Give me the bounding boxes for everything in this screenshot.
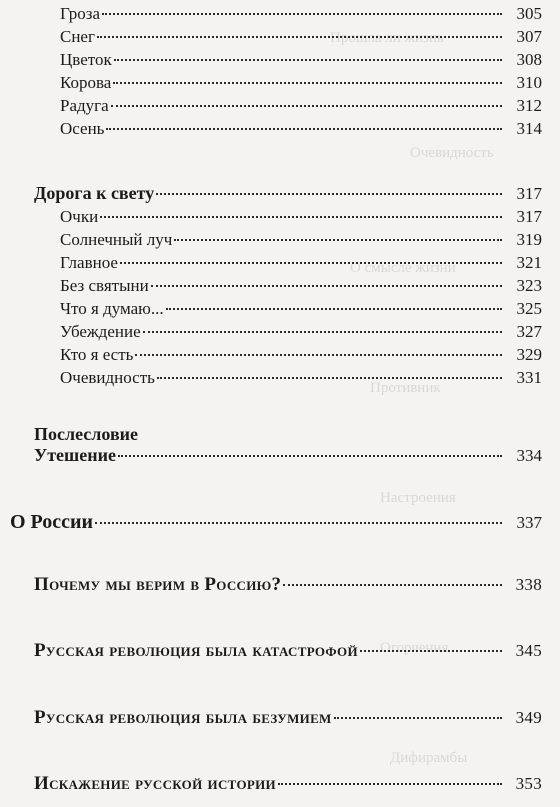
dot-leader [143,331,502,333]
toc-chapter-entry[interactable] [34,445,542,466]
toc-essay-entry[interactable] [34,574,542,596]
toc-entry-page: 312 [516,96,542,115]
dot-leader [95,522,502,524]
toc-chapter-title: Дорога к свету [34,183,155,203]
toc-essay-title: Русская революция была безумием [34,707,332,728]
toc-entry-page: 317 [516,207,542,226]
bleed-through-text: Дифирамбы [390,750,468,766]
toc-entry[interactable] [60,27,542,47]
toc-entry-title: Без святыни [60,276,149,295]
dot-leader [97,36,502,38]
toc-entry-title: Радуга [60,96,109,115]
toc-entry-title: Очевидность [60,368,155,387]
toc-entry-title: Главное [60,253,118,272]
dot-leader [151,285,502,287]
toc-entry-page: 345 [515,641,542,660]
toc-entry-page: 307 [516,27,542,46]
dot-leader [283,584,502,586]
toc-entry-page: 321 [516,253,542,272]
toc-entry-page: 337 [516,513,542,532]
toc-entry-page: 329 [516,345,542,364]
toc-entry-title: Цветок [60,50,112,69]
toc-entry-title: Что я думаю... [60,299,164,318]
toc-entry[interactable] [60,253,542,273]
dot-leader [156,193,502,195]
dot-leader [118,455,502,457]
toc-entry[interactable] [60,299,542,319]
bleed-through-text: Прошла ли жизнь [330,30,444,46]
toc-part-entry[interactable] [10,511,542,534]
dot-leader [334,717,502,719]
toc-entry-page: 331 [516,368,542,387]
toc-essay-entry[interactable] [34,773,542,795]
toc-essay-entry[interactable] [34,640,542,662]
toc-entry[interactable] [60,345,542,365]
toc-entry-page: 325 [516,299,542,318]
bleed-through-text: Огорчения [380,640,449,656]
toc-essay-title: Русская революция была катастрофой [34,640,358,661]
toc-entry[interactable] [60,368,542,388]
dot-leader [157,377,502,379]
dot-leader [100,216,502,218]
toc-entry-page: 308 [516,50,542,69]
toc-entry[interactable] [60,96,542,116]
toc-entry-page: 334 [516,446,542,465]
toc-entry-title: Снег [60,27,95,46]
dot-leader [106,128,502,130]
toc-entry-title: Солнечный луч [60,230,173,249]
toc-entry-page: 353 [515,774,542,793]
dot-leader [360,650,502,652]
dot-leader [114,59,502,61]
toc-entry-title: Очки [60,207,99,226]
toc-entry[interactable] [60,4,542,24]
toc-chapter-entry[interactable] [34,183,542,204]
toc-essay-title: Почему мы верим в Россию? [34,574,282,595]
toc-entry[interactable] [60,322,542,342]
toc-entry-title: Корова [60,73,112,92]
toc-entry[interactable] [60,230,542,250]
dot-leader [135,354,502,356]
dot-leader [120,262,502,264]
toc-entry-page: 310 [516,73,542,92]
toc-entry[interactable] [60,73,542,93]
toc-entry-title: Кто я есть [60,345,134,364]
toc-essay-entry[interactable] [34,707,542,729]
bleed-through-text: Очевидность [410,145,494,161]
toc-entry-page: 305 [516,4,542,23]
toc-essay-title: Искажение русской истории [34,773,276,794]
toc-entry-page: 338 [515,575,542,594]
toc-entry-title: Гроза [60,4,101,23]
afterword-heading: Послесловие [34,424,139,444]
bleed-through-text: Настроения [380,490,456,506]
toc-entry-title: Осень [60,119,105,138]
dot-leader [111,105,502,107]
toc-chapter-title: Утешение [34,445,116,465]
bleed-through-text: О смысле жизни [350,260,456,276]
toc-entry[interactable] [60,207,542,227]
dot-leader [166,308,502,310]
toc-entry-page: 317 [516,184,542,203]
toc-entry-page: 323 [516,276,542,295]
toc-entry-page: 319 [516,230,542,249]
toc-entry-page: 327 [516,322,542,341]
dot-leader [113,82,502,84]
toc-part-title: О России [10,511,94,533]
toc-entry-title: Убеждение [60,322,141,341]
dot-leader [174,239,502,241]
dot-leader [278,783,502,785]
toc-entry[interactable] [60,119,542,139]
toc-entry[interactable] [60,276,542,296]
dot-leader [102,13,502,15]
toc-entry-page: 314 [516,119,542,138]
toc-entry-page: 349 [515,708,542,727]
toc-entry[interactable] [60,50,542,70]
bleed-through-text: Противник [370,380,441,396]
